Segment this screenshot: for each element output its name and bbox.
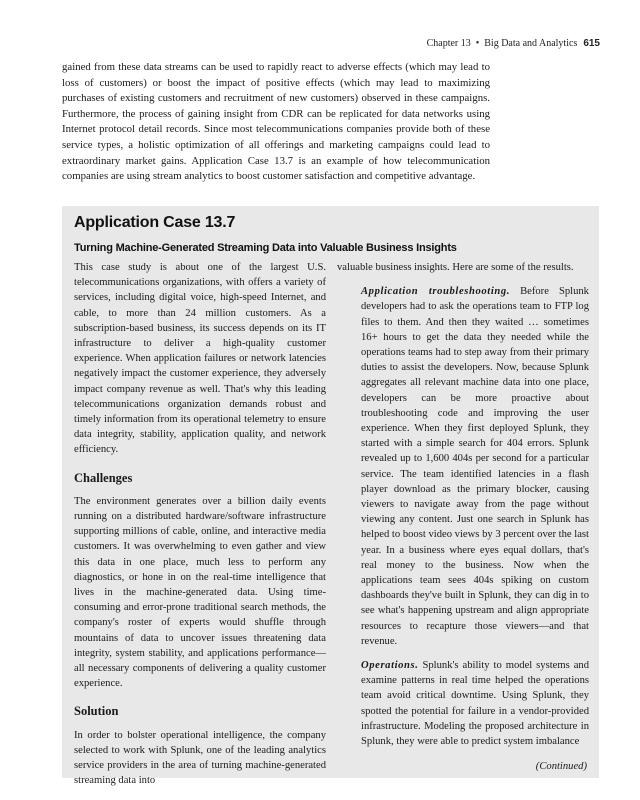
operations-text: Splunk's ability to model systems and examine patterns in real time helped the operations team avoid critical downtime. Using Splunk, they spotted the potential for failure in a vendor-provided infrastructure. Modeling the proposed architecture in Splunk, they were able to predict system imbalance bbox=[361, 660, 589, 748]
case-overview: This case study is about one of the largest U.S. telecommunications organizations, with offers a variety of services, including digital voice, high-speed Internet, and cable, to more than 24 million customers. As a subscription-based business, its success depends on its IT infrastructure to deliver a high-quality customer experience. When application failures or network latencies negatively impact the customer experience, they adversely impact company revenue as well. That's why this leading telecommunications organization demands robust and timely information from its operational telemetry to ensure data integrity, stability, application quality, and network efficiency. bbox=[74, 262, 326, 456]
challenges-heading: Challenges bbox=[74, 470, 133, 485]
solution-text: In order to bolster operational intelligence, the company selected to work with Splunk, one of the leading analytics service providers in the area of turning machine-generated streaming data into bbox=[74, 729, 326, 787]
case-subtitle: Turning Machine-Generated Streaming Data into Valuable Business Insights bbox=[74, 242, 457, 254]
section-title: Big Data and Analytics bbox=[484, 38, 578, 49]
operations-lead: Operations. bbox=[361, 660, 419, 672]
chapter-label: Chapter 13 bbox=[426, 38, 471, 49]
operations-paragraph bbox=[361, 658, 589, 749]
intro-paragraph: gained from these data streams can be used to rapidly react to adverse effects (which may lead to loss of customers) or boost the impact of positive effects (which may lead to maximizing purchases of existing customers and recruitment of new customers) observed in these campaigns. Furthermore, the process of gaining insight from CDR can be replicated for data networks using Internet protocol detail records. Since most telecommunications companies provide both of these service types, a holistic optimization of all offerings and marketing campaigns could lead to extraordinary market gains. Application Case 13.7 is an example of how telecommunication companies are using stream analytics to boost customer satisfaction and competitive advantage. bbox=[62, 61, 490, 183]
case-title: Application Case 13.7 bbox=[74, 214, 236, 231]
case-left-column bbox=[74, 260, 326, 789]
continued-label: (Continued) bbox=[535, 761, 587, 772]
challenges-text: The environment generates over a billion daily events running on a distributed hardware/software infrastructure supporting millions of cable, online, and interactive media customers. It was overwhelming to even gather and view this data in one place, much less to perform any diagnostics, or hone in on the real-time intelligence that lives in the machine-generated data. Using time-consuming and error-prone traditional search methods, the company's roster of experts would shuffle through mountains of data to uncover issues threatening data integrity, system stability, and applications performance—all necessary components of delivering a quality customer experience. bbox=[74, 495, 326, 690]
troubleshooting-text: Before Splunk developers had to ask the operations team to FTP log files to them. And then they waited … sometimes 16+ hours to get the data they needed while the operations teams had to step away from their primary duties to assist the developers. Now, because Splunk aggregates all relevant machine data into one place, developers can be more proactive about troubleshooting code and improving the user experience. When they first deployed Splunk, they started with a simple search for 404 errors. Splunk revealed up to 1,600 404s per second for a particular service. The team identified latencies in a flash player download as the primary blocker, causing viewers to navigate away from the page without viewing any content. Just one search in Splunk has helped to boost video views by 3 percent over the last year. In a business where eyes equal dollars, that's real money to the business. Now when the applications team sees 404s spiking on custom dashboards they've built in Splunk, they can dig in to see what's happening upstream and align appropriate resources to recapture those viewers—and that revenue. bbox=[361, 286, 589, 647]
running-head bbox=[427, 38, 600, 49]
application-case-box bbox=[62, 206, 599, 787]
header-separator: • bbox=[475, 38, 480, 49]
troubleshooting-lead: Application troubleshooting. bbox=[361, 286, 511, 298]
case-right-column bbox=[337, 260, 589, 749]
results-intro: valuable business insights. Here are some of the results. bbox=[337, 262, 574, 273]
page-number: 615 bbox=[583, 38, 600, 49]
solution-heading: Solution bbox=[74, 704, 119, 719]
troubleshooting-paragraph bbox=[361, 284, 589, 649]
